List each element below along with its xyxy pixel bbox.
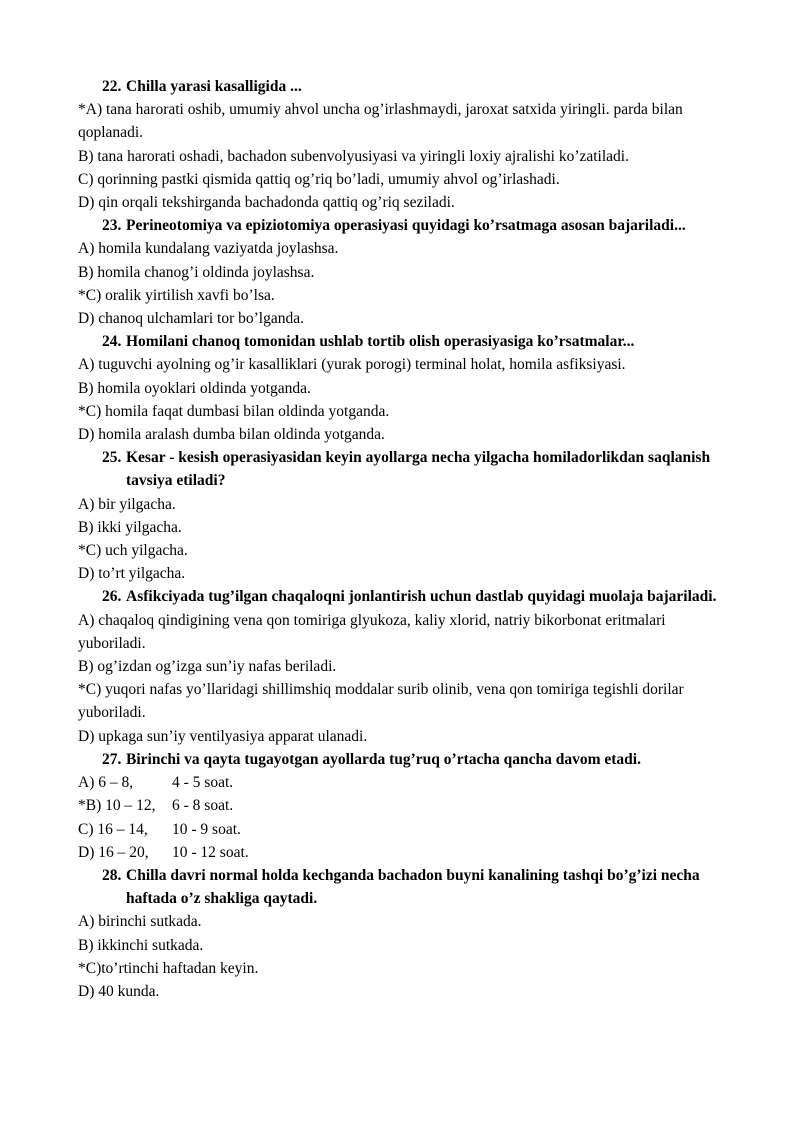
- question-text: Homilani chanoq tomonidan ushlab tortib olish operasiyasiga ko’rsatmalar...: [126, 333, 635, 351]
- answer-option: B) tana harorati oshadi, bachadon subenvolyusiyasi va yiringli loxiy ajralishi ko’zatiladi.: [78, 147, 629, 165]
- answer-option-value-2: 6 - 8 soat.: [172, 797, 234, 815]
- answer-option: *C) oralik yirtilish xavfi bo’lsa.: [78, 286, 275, 304]
- answer-option-value-2: 10 - 12 soat.: [172, 843, 249, 861]
- question-number: 27.: [102, 750, 122, 768]
- answer-option: [78, 771, 728, 794]
- question-number: 26.: [102, 588, 122, 606]
- question-number: 23.: [102, 217, 122, 235]
- answer-option: D) homila aralash dumba bilan oldinda yotganda.: [78, 426, 385, 444]
- answer-option: *C) uch yilgacha.: [78, 542, 188, 560]
- question-heading: [102, 446, 728, 492]
- answer-option: D) qin orqali tekshirganda bachadonda qattiq og’riq seziladi.: [78, 194, 455, 212]
- answer-option: B) og’izdan og’izga sun’iy nafas beriladi.: [78, 658, 337, 676]
- question-number: 24.: [102, 333, 122, 351]
- answer-option: D) upkaga sun’iy ventilyasiya apparat ulanadi.: [78, 727, 368, 745]
- question-number: 28.: [102, 866, 122, 884]
- answer-option-value-1: A) 6 – 8,: [78, 774, 134, 792]
- answer-option: A) bir yilgacha.: [78, 495, 176, 513]
- question-text: Chilla yarasi kasalligida ...: [126, 78, 302, 95]
- question-heading: [102, 330, 728, 353]
- answer-option: A) tuguvchi ayolning og’ir kasalliklari (yurak porogi) terminal holat, homila asfiksiyasi.: [78, 356, 626, 374]
- answer-option-value-2: 10 - 9 soat.: [172, 820, 241, 838]
- question-text: Birinchi va qayta tugayotgan ayollarda tug’ruq o’rtacha qancha davom etadi.: [126, 750, 641, 768]
- question-text: Asfikciyada tug’ilgan chaqaloqni jonlantirish uchun dastlab quyidagi muolaja bajariladi.: [126, 588, 717, 606]
- question-heading: [102, 585, 728, 608]
- answer-option-value-1: C) 16 – 14,: [78, 820, 148, 838]
- answer-option: *C)to’rtinchi haftadan keyin.: [78, 959, 259, 977]
- answer-option: D) 40 kunda.: [78, 982, 160, 1000]
- question-heading: [102, 864, 728, 910]
- document-page: [78, 75, 728, 1003]
- answer-option: B) homila chanog’i oldinda joylashsa.: [78, 263, 315, 281]
- answer-option: *C) homila faqat dumbasi bilan oldinda yotganda.: [78, 402, 390, 420]
- answer-option: A) chaqaloq qindigining vena qon tomiriga glyukoza, kaliy xlorid, natriy bikorbonat eritmalari yuboriladi.: [78, 611, 666, 652]
- question-number: 22.: [102, 78, 122, 95]
- answer-option-value-1: *B) 10 – 12,: [78, 797, 156, 815]
- question-text: Chilla davri normal holda kechganda bachadon buyni kanalining tashqi bo’g’izi necha haftada o’z shakliga qaytadi.: [126, 866, 700, 908]
- question-heading: [102, 748, 728, 771]
- answer-option: [78, 841, 728, 864]
- answer-option: *C) yuqori nafas yo’llaridagi shillimshiq moddalar surib olinib, vena qon tomiriga tegishli dorilar yuboriladi.: [78, 681, 684, 722]
- answer-option: B) ikkinchi sutkada.: [78, 936, 204, 954]
- answer-option: B) homila oyoklari oldinda yotganda.: [78, 379, 311, 397]
- question-text: Kesar - kesish operasiyasidan keyin ayollarga necha yilgacha homiladorlikdan saqlanish tavsiya etiladi?: [126, 449, 711, 490]
- answer-option: B) ikki yilgacha.: [78, 518, 182, 536]
- question-heading: [102, 214, 728, 237]
- answer-option-value-2: 4 - 5 soat.: [172, 774, 234, 792]
- answer-option: C) qorinning pastki qismida qattiq og’riq bo’ladi, umumiy ahvol og’irlashadi.: [78, 170, 560, 188]
- answer-option: D) to’rt yilgacha.: [78, 565, 186, 583]
- answer-option: [78, 794, 728, 817]
- question-heading: [102, 75, 728, 98]
- answer-option: [78, 818, 728, 841]
- answer-option: D) chanoq ulchamlari tor bo’lganda.: [78, 310, 304, 328]
- answer-option: A) homila kundalang vaziyatda joylashsa.: [78, 240, 339, 258]
- answer-option: A) birinchi sutkada.: [78, 913, 202, 931]
- answer-option-value-1: D) 16 – 20,: [78, 843, 149, 861]
- question-text: Perineotomiya va epiziotomiya operasiyasi quyidagi ko’rsatmaga asosan bajariladi...: [126, 217, 686, 235]
- question-number: 25.: [102, 449, 122, 467]
- answer-option: *A) tana harorati oshib, umumiy ahvol uncha og’irlashmaydi, jaroxat satxida yiringli. parda bilan qoplanadi.: [78, 101, 683, 142]
